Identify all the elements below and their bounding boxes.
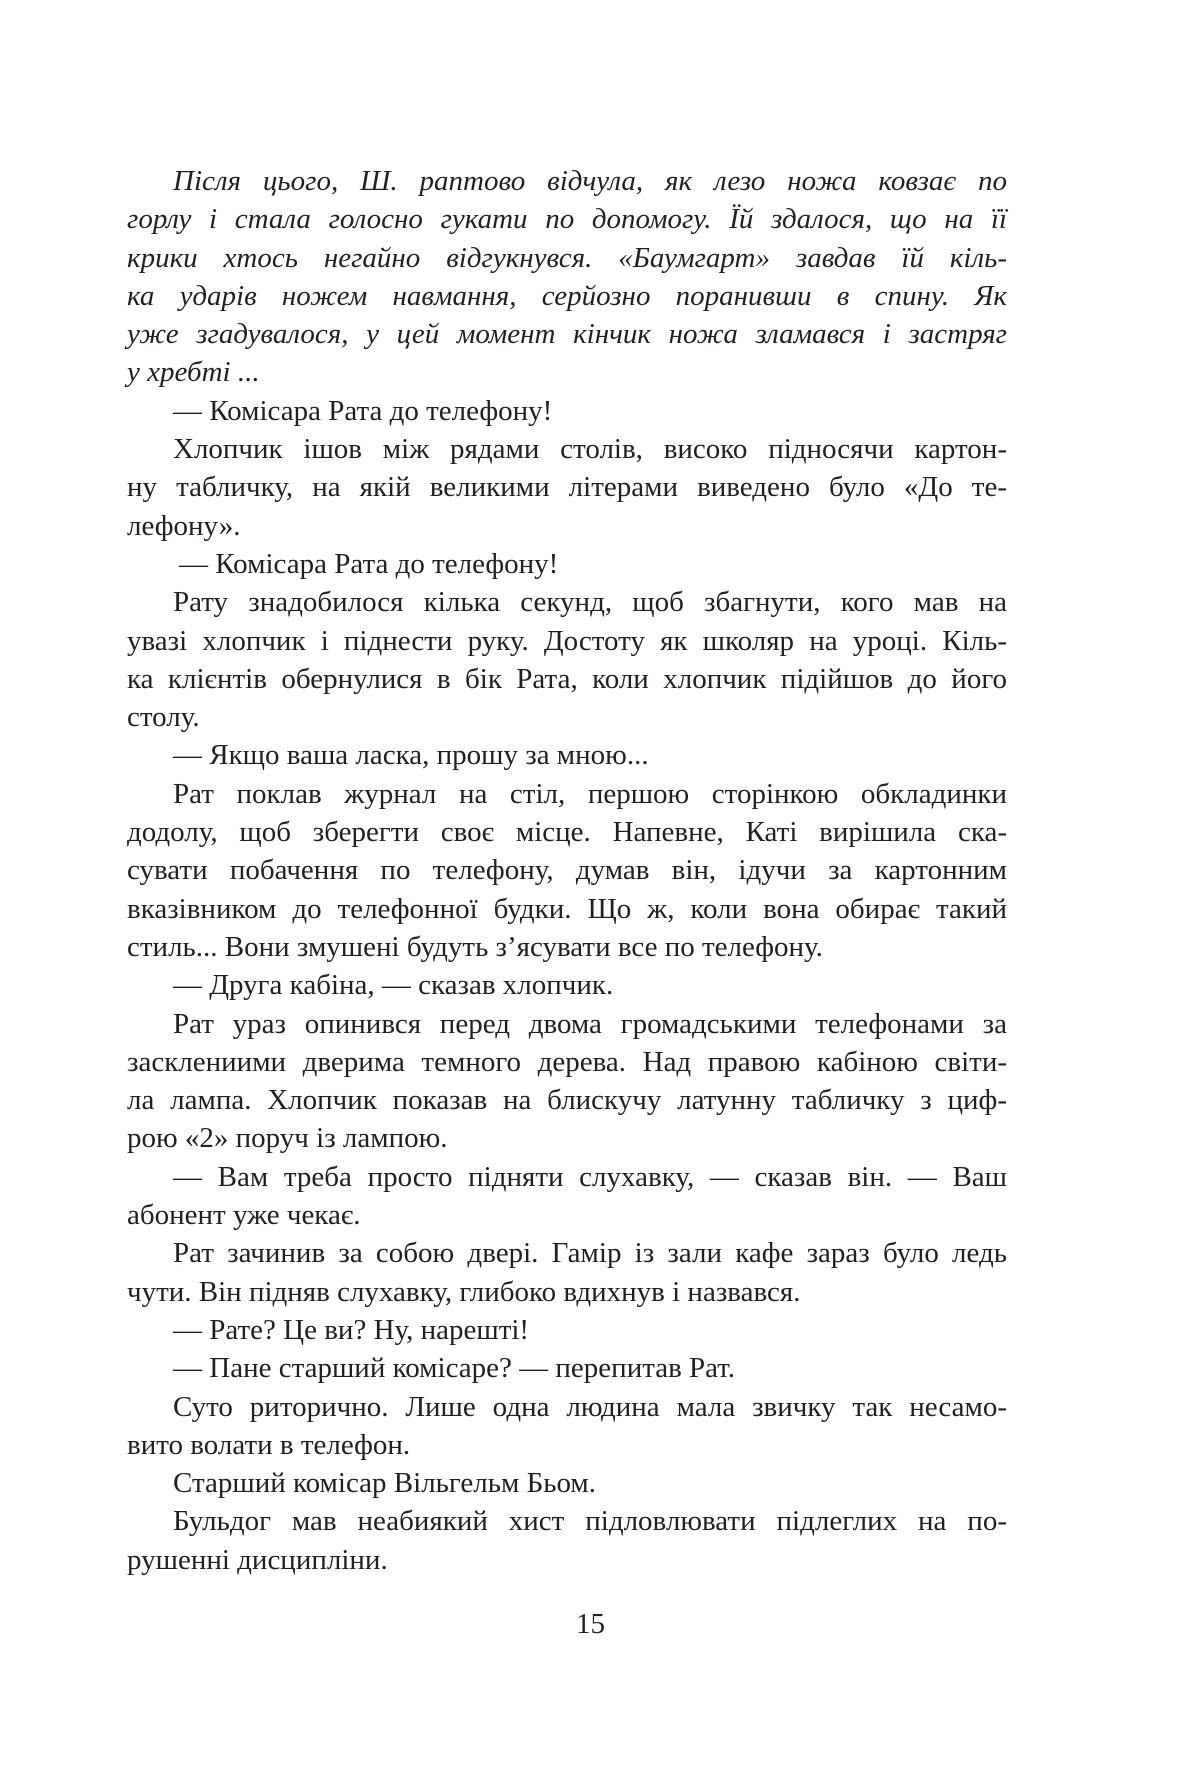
text-line: у хребті ...	[127, 356, 260, 389]
text-line: ка клієнтів обернулися в бік Рата, коли хлопчик підійшов до його	[127, 662, 1007, 695]
text-line: рушенні дисципліни.	[127, 1543, 388, 1576]
text-line: горлу і стала голосно гукати по допомогу. Їй здалося, що на її	[127, 203, 1007, 236]
text-line: Після цього, Ш. раптово відчула, як лезо ножа ковзає по	[173, 165, 1007, 197]
text-line: лефону».	[127, 509, 241, 542]
text-line: — Пане старший комісаре? — перепитав Рат.	[173, 1352, 736, 1385]
body-text	[127, 392, 1007, 1579]
text-line: сувати побачення по телефону, думав він, ідучи за картонним	[127, 854, 1007, 887]
page-number: 15	[576, 1608, 605, 1640]
text-line: — Вам треба просто підняти слухавку, — сказав він. — Ваш	[173, 1160, 1007, 1193]
page-text	[127, 162, 1007, 1579]
text-line: Рату знадобилося кілька секунд, щоб збагнути, кого мав на	[173, 586, 1007, 619]
text-line: рою «2» поруч із лампою.	[127, 1122, 448, 1155]
text-line: вито волати в телефон.	[127, 1428, 411, 1461]
text-line: — Комісара Рата до телефону!	[179, 547, 559, 580]
text-line: увазі хлопчик і піднести руку. Достоту як школяр на уроці. Кіль-	[127, 624, 1007, 657]
italic-quote	[127, 162, 1007, 392]
text-line: додолу, щоб зберегти своє місце. Напевне, Каті вирішила ска-	[127, 816, 1007, 849]
text-line: Бульдог мав неабиякий хист підловлювати підлеглих на по-	[173, 1505, 1007, 1538]
text-line: — Друга кабіна, — сказав хлопчик.	[173, 969, 614, 1002]
text-line: ну табличку, на якій великими літерами виведено було «До те-	[127, 471, 1007, 504]
text-line: ка ударів ножем навмання, серйозно поранивши в спину. Як	[127, 279, 1007, 312]
text-line: Рат поклав журнал на стіл, першою сторінкою обкладинки	[173, 777, 1007, 810]
text-line: чути. Він підняв слухавку, глибоко вдихнув і назвався.	[127, 1275, 801, 1308]
text-line: Рат ураз опинився перед двома громадськими телефонами за	[173, 1007, 1007, 1040]
text-line: крики хтось негайно відгукнувся. «Баумгарт» завдав їй кіль-	[127, 241, 1007, 274]
text-line: стиль... Вони змушені будуть з’ясувати все по телефону.	[127, 930, 823, 963]
text-line: уже згадувалося, у цей момент кінчик ножа зламався і застряг	[127, 318, 1007, 351]
text-line: Старший комісар Вільгельм Бьом.	[173, 1467, 597, 1500]
text-line: засклениими дверима темного дерева. Над правою кабіною світи-	[127, 1045, 1007, 1078]
text-line: — Рате? Це ви? Ну, нарешті!	[173, 1313, 530, 1346]
text-line: абонент уже чекає.	[127, 1199, 361, 1232]
text-line: — Якщо ваша ласка, прошу за мною...	[173, 739, 649, 772]
text-line: Суто риторично. Лише одна людина мала звичку так несамо-	[173, 1390, 1007, 1423]
text-line: столу.	[127, 701, 200, 734]
text-line: ла лампа. Хлопчик показав на блискучу латунну табличку з циф-	[127, 1084, 1007, 1117]
text-line: — Комісара Рата до телефону!	[173, 394, 553, 427]
text-line: Хлопчик ішов між рядами столів, високо підносячи картон-	[173, 433, 1007, 466]
text-line: Рат зачинив за собою двері. Гамір із зали кафе зараз було ледь	[173, 1237, 1007, 1270]
text-line: вказівником до телефонної будки. Що ж, коли вона обирає такий	[127, 892, 1007, 925]
